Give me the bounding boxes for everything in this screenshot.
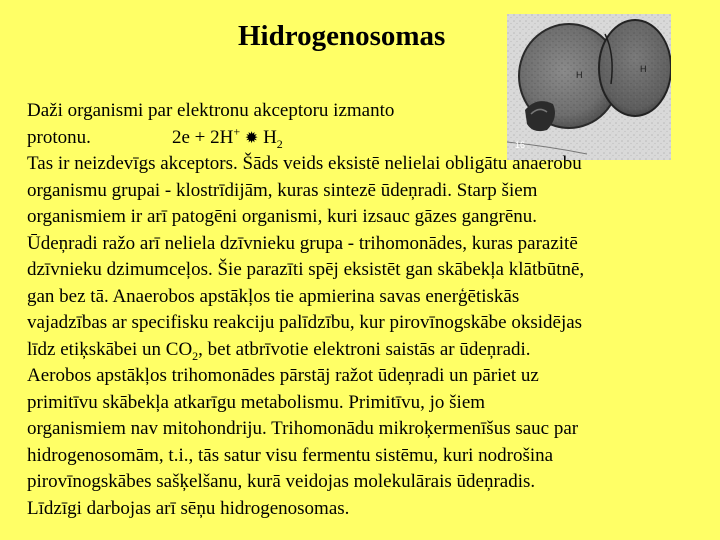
text-line: primitīvu skābekļa atkarīgu metabolismu. Primitīvu, jo šiem <box>27 391 486 413</box>
text-line: dzīvnieku dzimumceļos. Šie parazīti spēj eksistēt gan skābekļa klātbūtnē, <box>27 259 585 280</box>
text-line: vajadzības ar specifisku reakciju palīdzību, kur pirovīnogskābe oksidējas <box>27 312 583 333</box>
text-segment: , bet atbrīvotie elektroni saistās ar ūdeņradi. <box>198 338 531 360</box>
co2-subscript: 2 <box>192 348 199 363</box>
body-text <box>27 98 677 522</box>
text-line: Daži organismi par elektronu akceptoru izmanto <box>27 100 395 121</box>
text-line: pirovīnogskābes sašķelšanu, kurā veidojas molekulārais ūdeņradis. <box>27 471 536 492</box>
text-line: organismiem ir arī patogēni organismi, kuri izsauc gāzes gangrēnu. <box>27 206 538 227</box>
text-line: organismu grupai - klostrīdijām, kuras sintezē ūdeņradi. Starp šiem <box>27 179 538 201</box>
text-line: hidrogenosomām, t.i., tās satur visu fermentu sistēmu, kuri nodrošina <box>27 444 554 466</box>
text-line: gan bez tā. Anaerobos apstākļos tie apmierina savas enerģētiskās <box>27 285 520 307</box>
text-line: organismiem nav mitohondriju. Trihomonādu mikroķermenīšus sauc par <box>27 418 579 439</box>
text-line: Ūdeņradi ražo arī neliela dzīvnieku grupa - trihomonādes, kuras parazitē <box>27 232 578 254</box>
organelle-mark-right: H <box>640 64 647 74</box>
equation-lhs: 2e + 2H <box>172 126 234 148</box>
equation-prefix: protonu. <box>27 126 91 148</box>
equation-rhs-sub: 2 <box>276 136 283 151</box>
reaction-arrow-icon: ✹ <box>244 129 259 147</box>
figure-number-label: 16 <box>515 140 526 150</box>
text-line: Aerobos apstākļos trihomonādes pārstāj ražot ūdeņradi un pāriet uz <box>27 365 539 386</box>
text-line: Līdzīgi darbojas arī sēņu hidrogenosomas. <box>27 497 350 519</box>
equation-rhs: H <box>263 126 277 148</box>
text-line-co2 <box>27 337 677 364</box>
organelle-mark-left: H <box>576 70 583 80</box>
text-line: Tas ir neizdevīgs akceptors. Šāds veids eksistē nelielai obligātu anaerobu <box>27 153 582 174</box>
slide-title: Hidrogenosomas <box>238 20 446 52</box>
equation-line <box>27 125 677 152</box>
text-segment: līdz etiķskābei un CO <box>27 338 193 360</box>
equation-lhs-sup: + <box>233 124 241 139</box>
